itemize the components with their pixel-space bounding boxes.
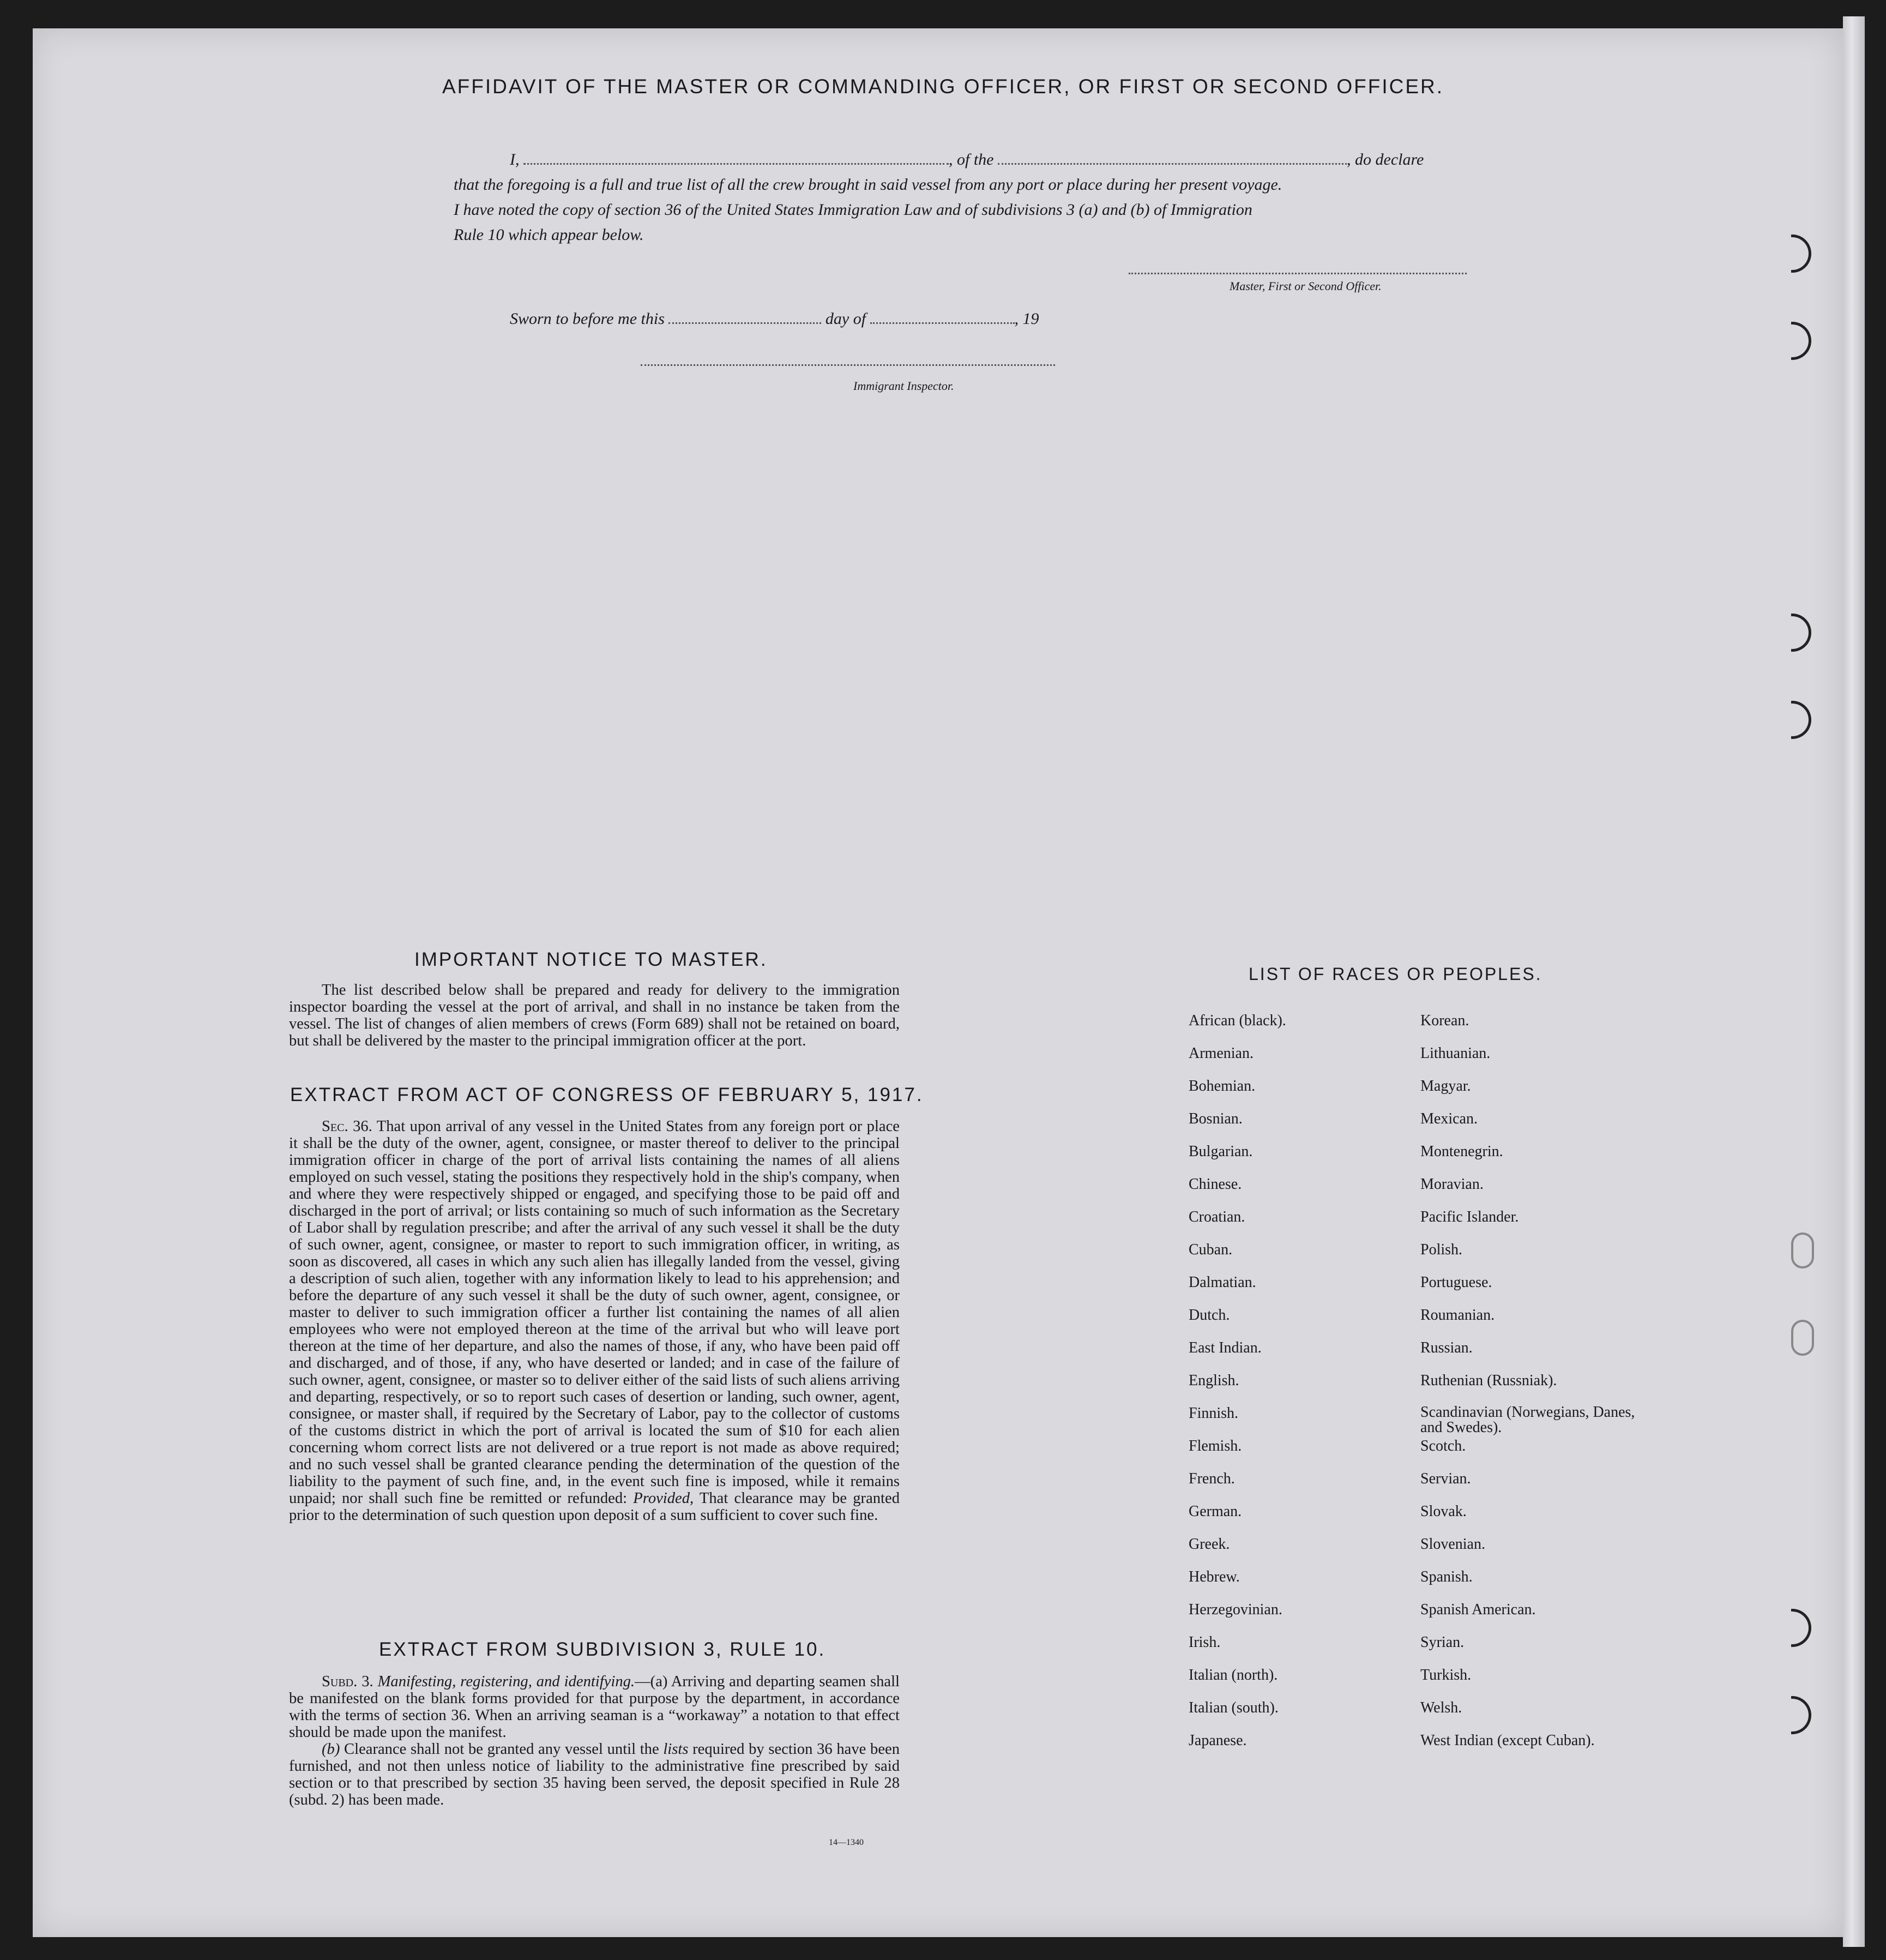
race-item: Chinese. [1189, 1176, 1242, 1193]
race-item: Slovenian. [1420, 1536, 1485, 1553]
race-item: Portuguese. [1420, 1274, 1492, 1291]
race-item: Roumanian. [1420, 1307, 1495, 1324]
race-item: Croatian. [1189, 1209, 1245, 1225]
signature-blank[interactable] [1129, 273, 1467, 274]
race-item: Hebrew. [1189, 1568, 1240, 1585]
race-item: French. [1189, 1470, 1235, 1487]
race-item: Bosnian. [1189, 1110, 1243, 1127]
affidavit-line-3: I have noted the copy of section 36 of the United States Immigration Law and of subdivisions 3 (a) and (b) of Immigration [454, 201, 1252, 219]
race-item: Montenegrin. [1420, 1143, 1503, 1160]
race-item: Scandinavian (Norwegians, Danes, and Swedes). [1420, 1404, 1635, 1436]
race-item: English. [1189, 1372, 1239, 1389]
binder-hole [1791, 1320, 1814, 1356]
race-item: Mexican. [1420, 1110, 1478, 1127]
race-item: Irish. [1189, 1634, 1221, 1651]
inspector-signature-blank[interactable] [641, 364, 1055, 366]
race-item: Herzegovinian. [1189, 1601, 1282, 1618]
race-item: Servian. [1420, 1470, 1471, 1487]
race-item: Armenian. [1189, 1045, 1254, 1062]
sworn-month-blank[interactable] [870, 322, 1015, 324]
race-item: Turkish. [1420, 1667, 1472, 1684]
race-item: German. [1189, 1503, 1242, 1520]
rule-title: EXTRACT FROM SUBDIVISION 3, RULE 10. [379, 1639, 826, 1660]
race-item: East Indian. [1189, 1339, 1262, 1356]
races-column-1 [1189, 1012, 1407, 1765]
race-item: Slovak. [1420, 1503, 1467, 1520]
affidavit-line-2: that the foregoing is a full and true list of all the crew brought in said vessel from any port or place during her present voyage. [454, 176, 1282, 194]
race-item: Spanish. [1420, 1568, 1473, 1585]
master-name-blank[interactable] [523, 163, 949, 165]
race-item: Magyar. [1420, 1078, 1471, 1095]
inspector-caption: Immigrant Inspector. [853, 379, 954, 393]
race-item: Syrian. [1420, 1634, 1465, 1651]
race-item: Spanish American. [1420, 1601, 1536, 1618]
race-item: Italian (north). [1189, 1667, 1278, 1684]
race-item: Bohemian. [1189, 1078, 1256, 1095]
affidavit-title: AFFIDAVIT OF THE MASTER OR COMMANDING OFFICER, OR FIRST OR SECOND OFFICER. [442, 75, 1444, 98]
notice-text: The list described below shall be prepared and ready for delivery to the immigration inspector boarding the vessel at the port of arrival, and shall in no instance be taken from the vessel. The list of changes of alien members of crews (Form 689) shall not be retained on board, but shall be delivered by the master to the principal immigration officer at the port. [289, 982, 900, 1049]
race-item: Welsh. [1420, 1699, 1462, 1716]
races-column-2 [1420, 1012, 1649, 1765]
race-item: Pacific Islander. [1420, 1209, 1519, 1225]
affidavit-line-1: I, , of the , do declare [510, 151, 1424, 169]
form-number: 14—1340 [829, 1838, 864, 1847]
race-item: Moravian. [1420, 1176, 1484, 1193]
signature-caption: Master, First or Second Officer. [1230, 279, 1382, 293]
race-item: Greek. [1189, 1536, 1230, 1553]
act-title: EXTRACT FROM ACT OF CONGRESS OF FEBRUARY 5, 1917. [290, 1084, 924, 1105]
binder-hole [1791, 1232, 1814, 1268]
vessel-name-blank[interactable] [998, 163, 1347, 165]
page-edge [1843, 16, 1865, 1947]
race-item: Ruthenian (Russniak). [1420, 1372, 1557, 1389]
race-item: Cuban. [1189, 1241, 1233, 1258]
race-item: Finnish. [1189, 1405, 1239, 1422]
race-item: African (black). [1189, 1012, 1286, 1029]
notice-title: IMPORTANT NOTICE TO MASTER. [414, 949, 768, 970]
race-item: Scotch. [1420, 1438, 1466, 1454]
sworn-day-blank[interactable] [668, 322, 821, 324]
affidavit-line-4: Rule 10 which appear below. [454, 226, 644, 244]
race-item: Korean. [1420, 1012, 1469, 1029]
act-text: Sec. 36. That upon arrival of any vessel in the United States from any foreign port or place it shall be the duty of the owner, agent, consignee, or master thereof to deliver to the principal immigration officer in charge of the port of arrival lists containing the names of all aliens employed on such vessel, stating the positions they respectively hold in the ship's company, when and where they were respectively shipped or engaged, and specifying those to be paid off and discharged in the port of arrival; or lists containing so much of such information as the Secretary of Labor shall by regulation prescribe; and after the arrival of any such vessel it shall be the duty of such owner, agent, consignee, or master to report to such immigration officer, in writing, as soon as discovered, all cases in which any such alien has illegally landed from the vessel, giving a description of such alien, together with any information likely to lead to his apprehension; and before the departure of any such vessel it shall be the duty of such owner, agent, consignee, or master to deliver to such immigration officer a further list containing the names of all alien employees who were not employed thereon at the time of the arrival but who will leave port thereon at the time of her departure, and also the names of those, if any, who have been paid off and discharged, and of those, if any, who have deserted or landed; and in case of the failure of such owner, agent, consignee, or master so to deliver either of the said lists of such aliens arriving and departing, respectively, or so to report such cases of desertion or landing, such owner, agent, consignee, or master shall, if required by the Secretary of Labor, pay to the collector of customs of the customs district in which the port of arrival is located the sum of $10 for each alien concerning whom correct lists are not delivered or a true report is not made as above required; and no such vessel shall be granted clearance pending the determination of the question of the liability to the payment of such fine, and, in the event such fine is imposed, while it remains unpaid; nor shall such fine be remitted or refunded: Provided, That clearance may be granted prior to the determination of such question upon deposit of a sum sufficient to cover such fine. [289, 1118, 900, 1524]
rule-text: Subd. 3. Manifesting, registering, and identifying.—(a) Arriving and departing seamen shall be manifested on the blank forms provided for that purpose by the department, in accordance with the terms of section 36. When an arriving seaman is a “workaway” a notation to that effect should be made upon the manifest. (b) Clearance shall not be granted any vessel until the lists required by section 36 have been furnished, and not then unless notice of liability to the administrative fine prescribed by said section or to that prescribed by section 35 having been served, the deposit specified in Rule 28 (subd. 2) has been made. [289, 1673, 900, 1808]
race-item: West Indian (except Cuban). [1420, 1732, 1595, 1749]
race-item: Polish. [1420, 1241, 1463, 1258]
race-item: Italian (south). [1189, 1699, 1279, 1716]
race-item: Bulgarian. [1189, 1143, 1253, 1160]
race-item: Lithuanian. [1420, 1045, 1491, 1062]
race-item: Russian. [1420, 1339, 1473, 1356]
race-item: Flemish. [1189, 1438, 1242, 1454]
race-item: Dutch. [1189, 1307, 1230, 1324]
races-title: LIST OF RACES OR PEOPLES. [1249, 964, 1542, 984]
race-item: Dalmatian. [1189, 1274, 1256, 1291]
race-item: Japanese. [1189, 1732, 1247, 1749]
sworn-line: Sworn to before me this day of , 19 [510, 310, 1039, 328]
